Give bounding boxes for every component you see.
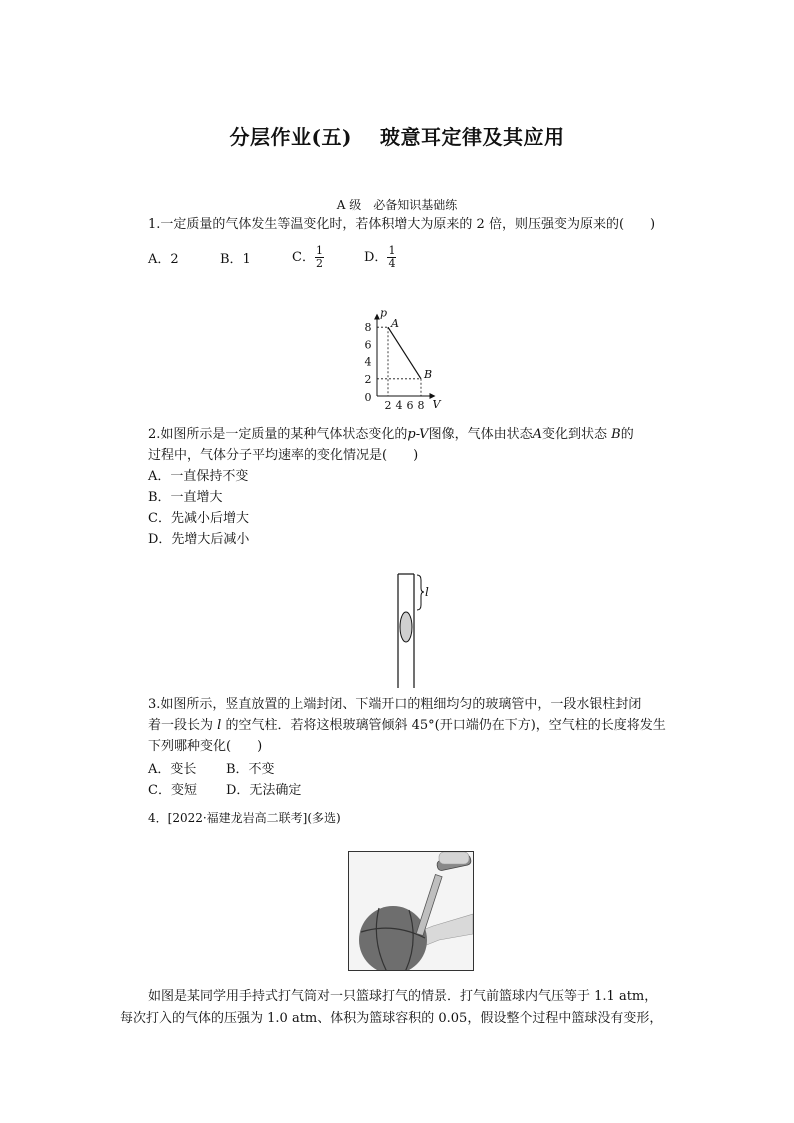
point-label-a: A: [391, 317, 399, 331]
glass-tube-figure: [390, 568, 440, 690]
q1-options: [148, 242, 396, 272]
pv-graph: [355, 306, 455, 414]
q4-header: 4．[2022·福建龙岩高二联考](多选): [148, 811, 341, 825]
q3-option-d: D．无法确定: [226, 783, 302, 798]
q2-option-d: D．先增大后减小: [148, 532, 250, 547]
x-axis-label: V: [432, 398, 441, 411]
q3-options-row1: [148, 757, 275, 778]
q1-option-b: B．1: [220, 251, 251, 267]
y-tick-label: 6: [364, 338, 372, 352]
q2-option-b: B．一直增大: [148, 490, 223, 505]
mercury-column: [400, 612, 412, 642]
q3-option-a: A．变长: [148, 762, 197, 777]
q2-line2: 过程中，气体分子平均速率的变化情况是( ): [148, 448, 419, 463]
x-tick-label: 8: [417, 399, 425, 412]
y-tick-label: 4: [364, 355, 372, 369]
q3-line2: 着一段长为 l 的空气柱．若将这根玻璃管倾斜 45°(开口端仍在下方)，空气柱的长度将发生: [148, 718, 666, 733]
q1-option-d: D． $\frac{1}{4}$: [364, 243, 396, 270]
q2-option-a: A．一直保持不变: [148, 469, 249, 484]
q3-line3: 下列哪种变化( ): [148, 739, 263, 754]
point-label-b: B: [424, 367, 433, 381]
q3-options-row2: [148, 778, 301, 799]
q4-line1: 如图是某同学用手持式打气筒对一只篮球打气的情景．打气前篮球内气压等于 1.1 atm，: [148, 989, 658, 1004]
fraction-one-quarter: $\frac{1}{4}$: [388, 243, 396, 270]
page-title: [0, 121, 794, 150]
section-heading: A 级 必备知识基础练: [336, 198, 458, 212]
y-axis-label: p: [380, 306, 388, 320]
x-tick-label: 2: [384, 399, 392, 412]
pv-series: [377, 317, 432, 396]
fraction-one-half: $\frac{1}{2}$: [315, 243, 323, 270]
pv-tick-labels: [365, 321, 425, 412]
air-column-brace: [417, 575, 424, 610]
q3-option-c: C．变短: [148, 783, 197, 798]
q4-line2: 每次打入的气体的压强为 1.0 atm、体积为篮球容积的 0.05，假设整个过程中篮球没有变形，: [120, 1011, 663, 1026]
y-tick-label: 2: [364, 372, 372, 386]
q1-option-a: A．2: [148, 251, 179, 267]
x-tick-label: 4: [395, 399, 403, 412]
title-part2: 玻意耳定律及其应用: [379, 125, 565, 149]
y-tick-label: 0: [364, 391, 372, 404]
pv-line-ab: [388, 327, 421, 379]
air-column-label: l: [425, 585, 429, 599]
title-part1: 分层作业(五): [229, 125, 352, 149]
q1-stem: 1.一定质量的气体发生等温变化时，若体积增大为原来的 2 倍，则压强变为原来的( ): [148, 217, 656, 232]
q3-option-b: B．不变: [226, 762, 275, 777]
q2-line1: 2.如图所示是一定质量的某种气体状态变化的p-V图像，气体由状态A变化到状态 B的: [148, 427, 634, 442]
q2-option-c: C．先减小后增大: [148, 511, 249, 526]
q1-option-c: C． $\frac{1}{2}$: [292, 243, 323, 270]
pump-hand: [439, 852, 469, 864]
basketball-pump-photo: [348, 851, 474, 971]
q3-line1: 3.如图所示，竖直放置的上端封闭、下端开口的粗细均匀的玻璃管中，一段水银柱封闭: [148, 697, 642, 712]
x-tick-label: 6: [406, 399, 414, 412]
pv-axes: [377, 307, 442, 411]
y-tick-label: 8: [364, 321, 372, 335]
